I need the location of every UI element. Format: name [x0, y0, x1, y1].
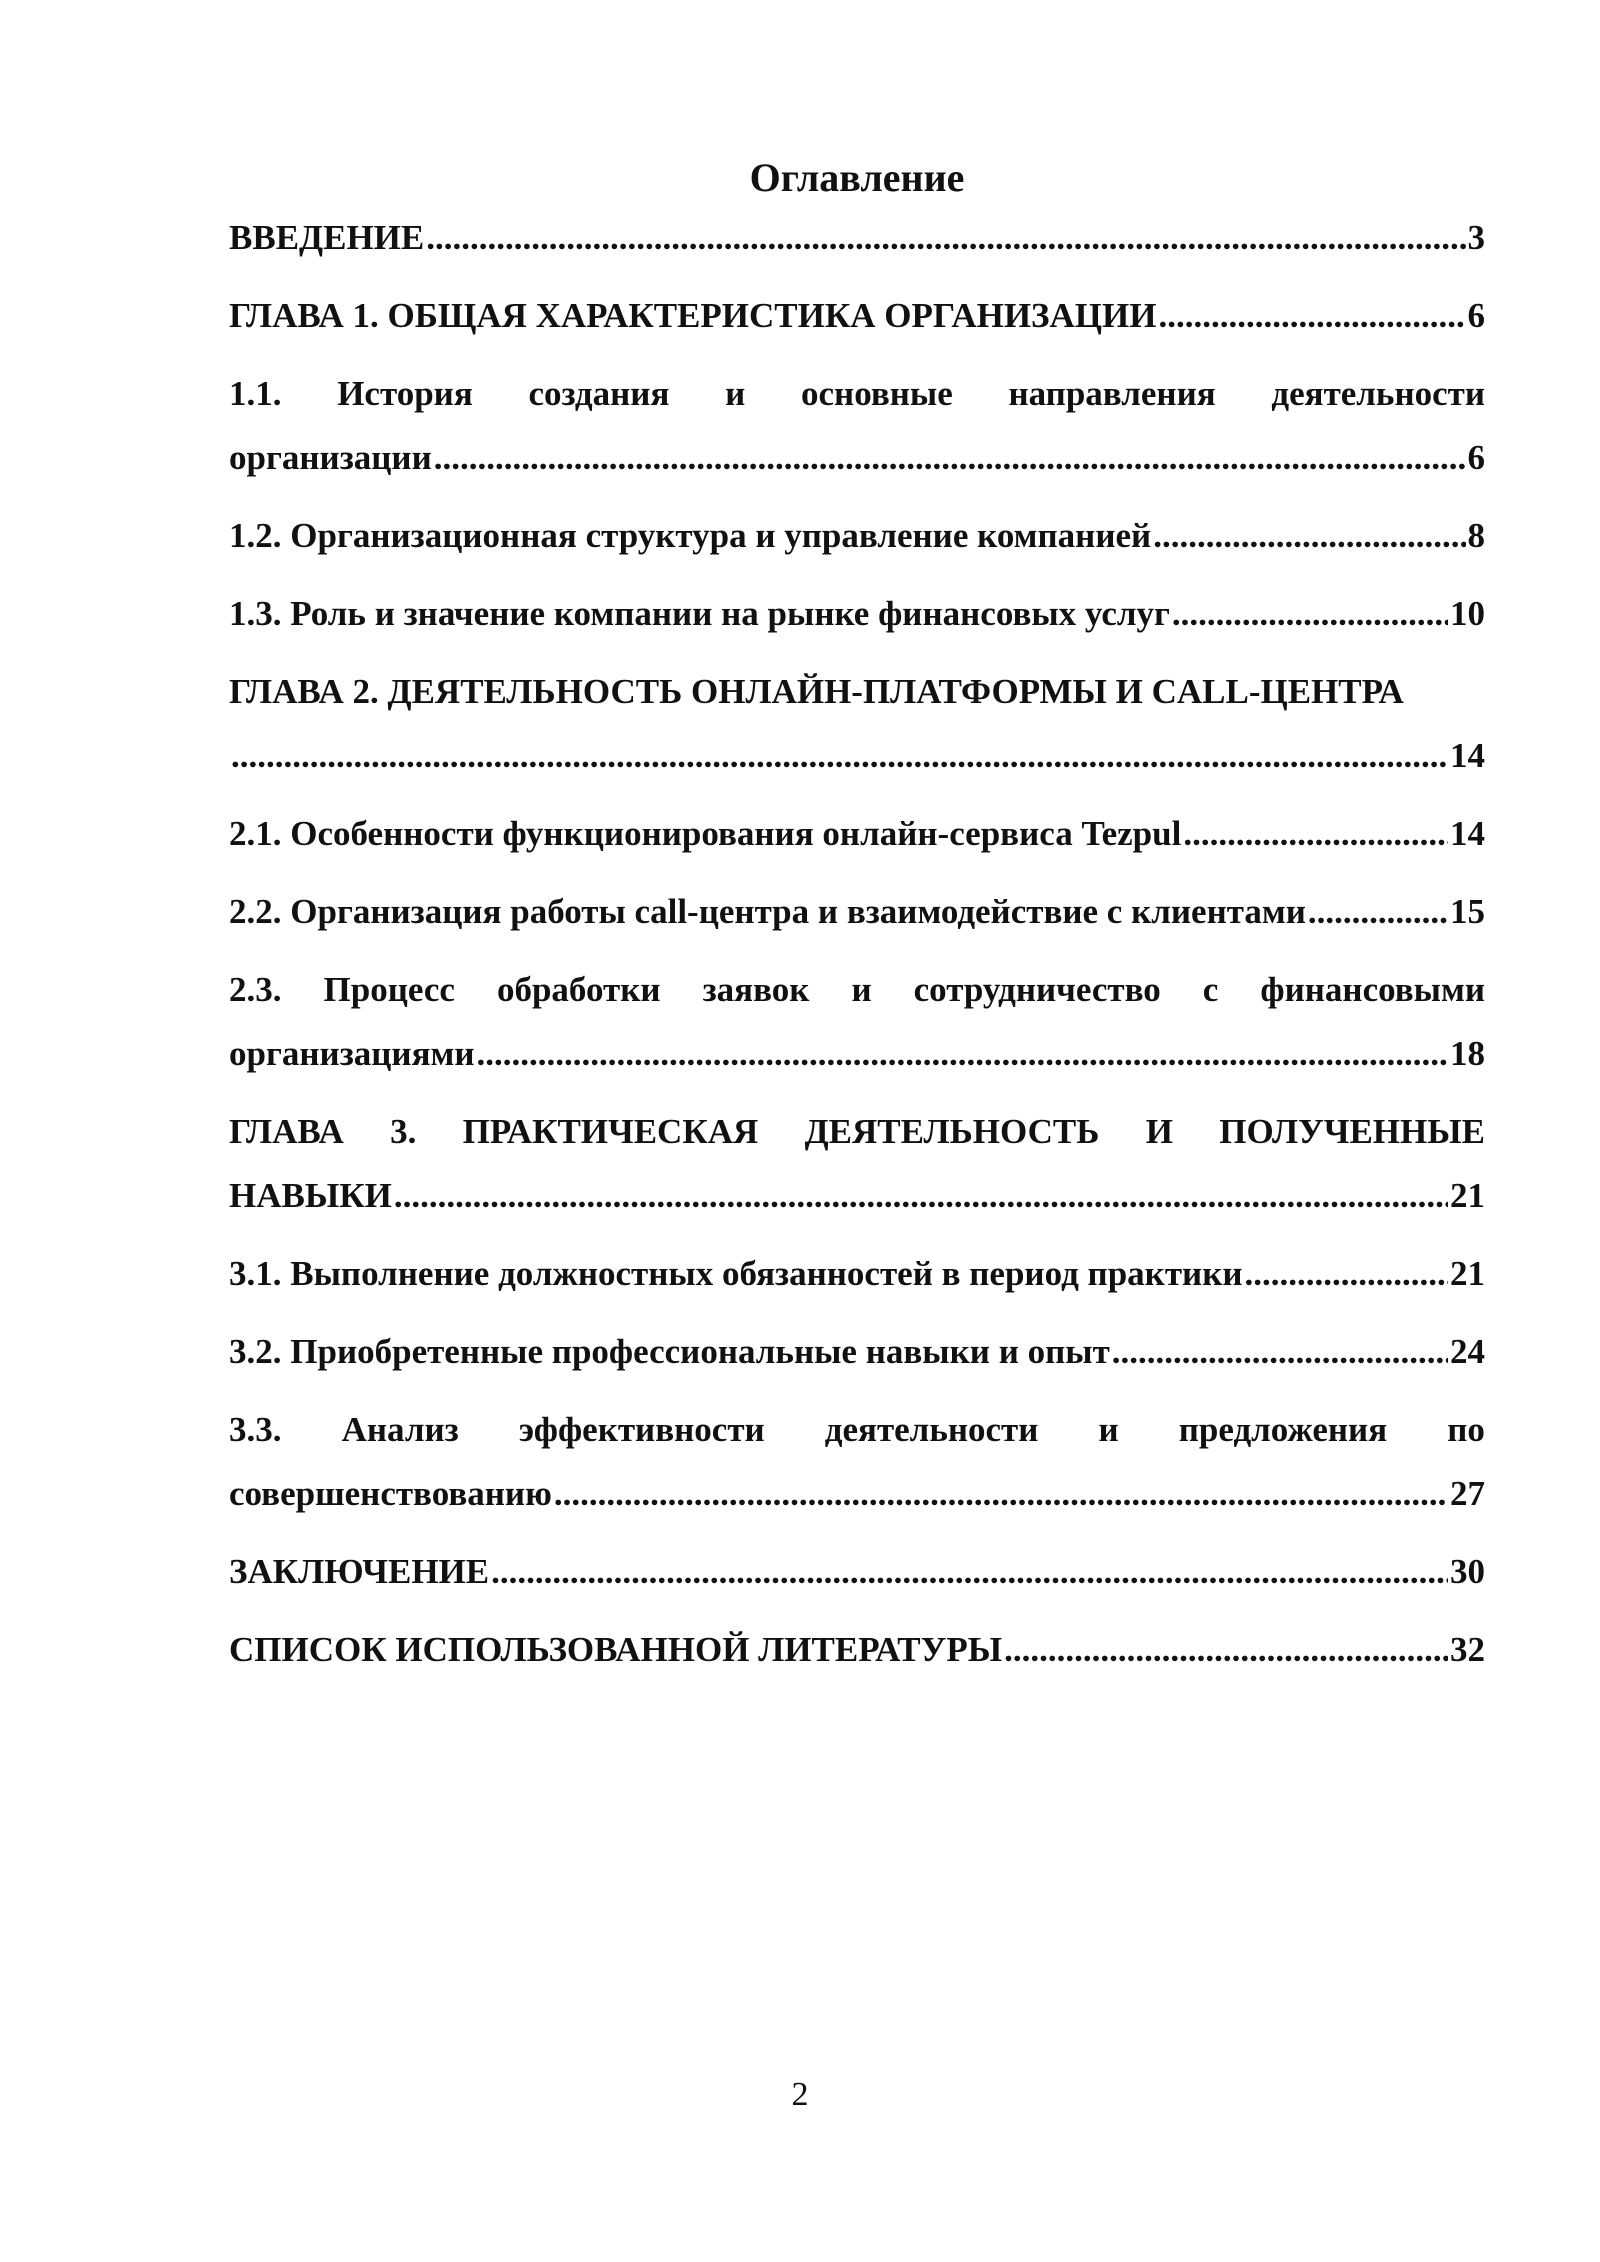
- toc-entry: [229, 802, 1485, 866]
- page-number: 2: [791, 2076, 809, 2113]
- toc-entry-text: 3.2. Приобретенные профессиональные навыки и опыт: [229, 1332, 1110, 1371]
- toc-entry: [229, 1618, 1485, 1682]
- toc-entry-page: 21: [1450, 1254, 1485, 1293]
- toc-leader-dots: [1245, 1242, 1448, 1306]
- toc-entry-text: ЗАКЛЮЧЕНИЕ: [229, 1552, 490, 1591]
- toc-entry-word: по: [1447, 1410, 1485, 1449]
- table-of-contents: [229, 150, 1485, 1682]
- toc-entry: [229, 504, 1485, 568]
- toc-entry-word: и: [1098, 1410, 1119, 1449]
- toc-entry: [229, 1320, 1485, 1384]
- toc-entry-line: [229, 504, 1485, 568]
- toc-entry-text: НАВЫКИ: [229, 1176, 392, 1215]
- toc-entry-word: направления: [1008, 374, 1216, 413]
- toc-entry-word: ПОЛУЧЕННЫЕ: [1219, 1112, 1485, 1151]
- toc-entry-word: 2.3.: [229, 970, 282, 1009]
- toc-entry-page: 32: [1450, 1630, 1485, 1669]
- toc-leader-dots: [1183, 802, 1448, 866]
- toc-entry-page: 30: [1450, 1552, 1485, 1591]
- toc-entry-page: 27: [1450, 1474, 1485, 1513]
- toc-entry-text: 2.1. Особенности функционирования онлайн-сервиса Tezpul: [229, 814, 1182, 853]
- toc-leader-dots: [554, 1462, 1448, 1526]
- toc-title: Оглавление: [749, 155, 965, 200]
- toc-entry-line: [229, 1540, 1485, 1604]
- toc-entry-line: [229, 724, 1485, 788]
- toc-entry-text: ГЛАВА 1. ОБЩАЯ ХАРАКТЕРИСТИКА ОРГАНИЗАЦИИ: [229, 296, 1157, 335]
- toc-entry-page: 21: [1450, 1176, 1485, 1215]
- toc-entry-page: 6: [1467, 296, 1485, 335]
- toc-entry-text: 1.3. Роль и значение компании на рынке финансовых услуг: [229, 594, 1170, 633]
- toc-leader-dots: [1004, 1618, 1448, 1682]
- toc-entry-line: [229, 1320, 1485, 1384]
- toc-entry-first-line: [229, 660, 1485, 724]
- toc-entry-word: сотрудничество: [913, 970, 1161, 1009]
- toc-entry-word: ГЛАВА: [229, 1112, 344, 1151]
- toc-entry-word: ГЛАВА 2. ДЕЯТЕЛЬНОСТЬ ОНЛАЙН-ПЛАТФОРМЫ И CALL-ЦЕНТРА: [229, 672, 1404, 711]
- toc-entry-text: совершенствованию: [229, 1474, 552, 1513]
- toc-entry-word: История: [337, 374, 473, 413]
- toc-entry: [229, 1540, 1485, 1604]
- toc-entry-word: и: [725, 374, 746, 413]
- toc-entry-word: предложения: [1178, 1410, 1388, 1449]
- toc-leader-dots: [1158, 284, 1465, 348]
- toc-entry-page: 18: [1450, 1034, 1485, 1073]
- toc-entry-line: [229, 284, 1485, 348]
- toc-entry-word: ПРАКТИЧЕСКАЯ: [462, 1112, 759, 1151]
- toc-leader-dots: [231, 724, 1448, 788]
- toc-entry-page: 10: [1450, 594, 1485, 633]
- toc-entry-word: И: [1145, 1112, 1173, 1151]
- toc-entry-line: [229, 1618, 1485, 1682]
- toc-entry: [229, 362, 1485, 490]
- toc-entry-text: ВВЕДЕНИЕ: [229, 218, 425, 257]
- toc-entry: [229, 1242, 1485, 1306]
- toc-entry-page: 14: [1450, 814, 1485, 853]
- toc-entry-word: создания: [528, 374, 670, 413]
- toc-entry-word: обработки: [496, 970, 661, 1009]
- toc-entry-first-line: [229, 958, 1485, 1022]
- toc-entry-text: СПИСОК ИСПОЛЬЗОВАННОЙ ЛИТЕРАТУРЫ: [229, 1630, 1003, 1669]
- toc-entries: [229, 206, 1485, 1682]
- toc-entry-page: 15: [1450, 892, 1485, 931]
- toc-entry-word: Анализ: [341, 1410, 459, 1449]
- toc-entry: [229, 582, 1485, 646]
- toc-entry-line: [229, 880, 1485, 944]
- toc-entry-line: [229, 802, 1485, 866]
- toc-leader-dots: [1112, 1320, 1448, 1384]
- toc-entry-word: заявок: [702, 970, 810, 1009]
- toc-entry-page: 24: [1450, 1332, 1485, 1371]
- toc-entry-line: [229, 1462, 1485, 1526]
- toc-entry-line: [229, 426, 1485, 490]
- toc-entry-page: 6: [1467, 438, 1485, 477]
- toc-leader-dots: [426, 206, 1465, 270]
- toc-entry-word: основные: [801, 374, 953, 413]
- toc-leader-dots: [1172, 582, 1448, 646]
- toc-entry-text: организациями: [229, 1034, 475, 1073]
- toc-entry-line: [229, 206, 1485, 270]
- toc-entry-word: и: [851, 970, 872, 1009]
- toc-entry-word: 1.1.: [229, 374, 282, 413]
- toc-entry-word: ДЕЯТЕЛЬНОСТЬ: [804, 1112, 1100, 1151]
- toc-leader-dots: [477, 1022, 1448, 1086]
- toc-entry-word: деятельности: [1271, 374, 1485, 413]
- toc-entry-line: [229, 1164, 1485, 1228]
- toc-leader-dots: [394, 1164, 1448, 1228]
- toc-leader-dots: [491, 1540, 1448, 1604]
- toc-entry-first-line: [229, 1398, 1485, 1462]
- toc-entry-word: 3.3.: [229, 1410, 282, 1449]
- toc-entry-page: 3: [1467, 218, 1485, 257]
- toc-entry-word: деятельности: [824, 1410, 1039, 1449]
- toc-entry-word: финансовыми: [1260, 970, 1485, 1009]
- toc-entry: [229, 660, 1485, 788]
- toc-entry: [229, 206, 1485, 270]
- toc-entry-first-line: [229, 362, 1485, 426]
- toc-entry-first-line: [229, 1100, 1485, 1164]
- toc-entry-page: 14: [1450, 736, 1485, 775]
- toc-entry-line: [229, 1242, 1485, 1306]
- toc-entry-word: с: [1202, 970, 1219, 1009]
- toc-entry-word: Процесс: [323, 970, 455, 1009]
- toc-entry: [229, 958, 1485, 1086]
- toc-entry-text: 1.2. Организационная структура и управление компанией: [229, 516, 1152, 555]
- toc-entry-page: 8: [1467, 516, 1485, 555]
- toc-entry-word: эффективности: [518, 1410, 765, 1449]
- toc-entry-word: 3.: [390, 1112, 417, 1151]
- toc-entry: [229, 284, 1485, 348]
- toc-entry: [229, 1100, 1485, 1228]
- toc-entry-text: 3.1. Выполнение должностных обязанностей в период практики: [229, 1254, 1243, 1293]
- toc-leader-dots: [434, 426, 1466, 490]
- toc-entry-line: [229, 582, 1485, 646]
- toc-entry-text: организации: [229, 438, 432, 477]
- toc-entry-line: [229, 1022, 1485, 1086]
- toc-entry: [229, 880, 1485, 944]
- toc-entry-text: 2.2. Организация работы call-центра и взаимодействие с клиентами: [229, 892, 1306, 931]
- toc-leader-dots: [1308, 880, 1448, 944]
- toc-entry: [229, 1398, 1485, 1526]
- toc-leader-dots: [1153, 504, 1465, 568]
